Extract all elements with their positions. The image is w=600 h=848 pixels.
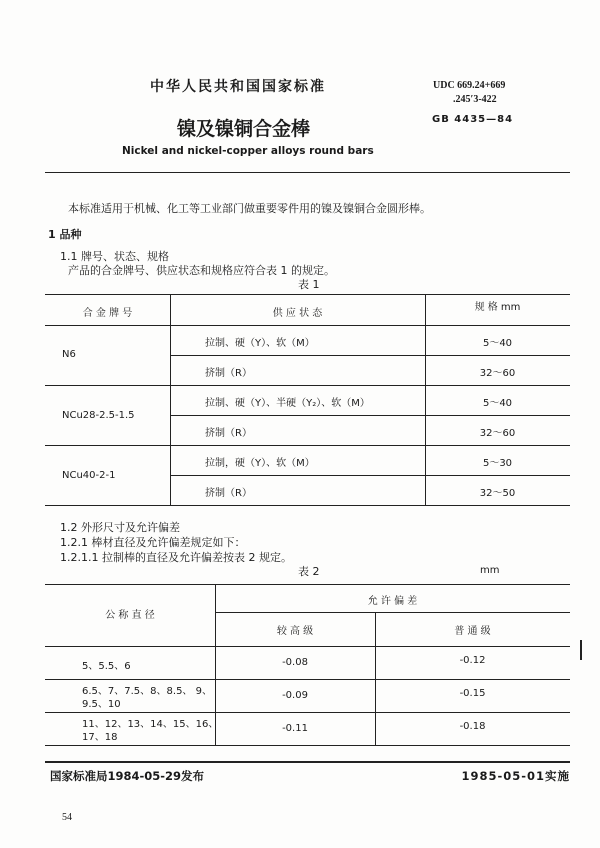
table1-header-spec: 规 格 mm [474,302,521,313]
state-cell: 拉制，硬（Y）、软（M） [205,458,315,469]
standard-number: GB 4435—84 [432,114,514,125]
section-1-2-heading: 1.2 外形尺寸及允许偏差 [60,521,180,534]
high-cell: -0.08 [282,657,308,668]
section-1-heading: 1 品种 [48,228,82,241]
spec-cell: 32～60 [479,368,516,379]
section-1-2-1-heading: 1.2.1 棒材直径及允许偏差规定如下： [60,536,246,549]
issuing-org: 中华人民共和国国家标准 [150,79,326,95]
scan-mark [580,640,582,660]
state-cell: 挤制（R） [205,428,252,439]
table1-header-alloy: 合 金 牌 号 [82,308,133,319]
high-cell: -0.11 [282,723,308,734]
state-cell: 拉制、硬（Y）、软（M） [205,338,315,349]
intro-text: 本标准适用于机械、化工等工业部门做重要零件用的镍及镍铜合金圆形棒。 [68,202,431,215]
diameter-cell: 6.5、7、7.5、8、8.5、 9、 [82,686,212,697]
alloy-cell: NCu40-2-1 [62,470,116,481]
alloy-cell: NCu28-2.5-1.5 [62,410,135,421]
state-cell: 挤制（R） [205,368,252,379]
table1-header-state: 供 应 状 态 [272,308,323,319]
alloy-cell: N6 [62,349,76,360]
state-cell: 挤制（R） [205,488,252,499]
udc-line2: .245′3-422 [453,94,497,105]
diameter-cell-cont: 17、18 [82,732,118,743]
table2-caption: 表 2 [298,565,320,578]
section-1-2-1-1-heading: 1.2.1.1 拉制棒的直径及允许偏差按表 2 规定。 [60,551,292,564]
table2-header-high: 较 高 级 [276,626,314,637]
english-title: Nickel and nickel-copper alloys round bars [122,145,374,157]
page-number: 54 [62,812,72,823]
diameter-cell-cont: 9.5、10 [82,699,121,710]
table1-caption: 表 1 [298,278,320,291]
spec-cell: 5～40 [482,398,513,409]
normal-cell: -0.12 [459,655,486,666]
state-cell: 拉制、硬（Y）、半硬（Y₂）、软（M） [205,398,370,409]
footer-divider [45,761,570,763]
spec-cell: 32～50 [479,488,516,499]
table2-header-tolerance: 允 许 偏 差 [367,596,418,607]
normal-cell: -0.18 [459,721,486,732]
table2-header-diameter: 公 称 直 径 [105,610,155,621]
spec-cell: 5～30 [482,458,513,469]
normal-cell: -0.15 [459,688,486,699]
high-cell: -0.09 [282,690,308,701]
section-1-1-heading: 1.1 牌号、状态、规格 [60,250,169,263]
diameter-cell: 5、5.5、6 [82,661,131,672]
table2-header-normal: 普 通 级 [454,626,491,637]
spec-cell: 32～60 [479,428,516,439]
issue-date: 国家标准局1984-05-29发布 [50,769,205,783]
diameter-cell: 11、12、13、14、15、16、 [82,719,219,730]
divider [45,172,570,173]
udc-line1: UDC 669.24+669 [433,80,506,91]
section-1-1-text: 产品的合金牌号、供应状态和规格应符合表 1 的规定。 [68,264,335,277]
spec-cell: 5～40 [482,338,513,349]
effective-date: 1985-05-01实施 [461,769,570,783]
table2-unit: mm [480,565,500,576]
doc-title: 镍及镍铜合金棒 [177,118,311,140]
